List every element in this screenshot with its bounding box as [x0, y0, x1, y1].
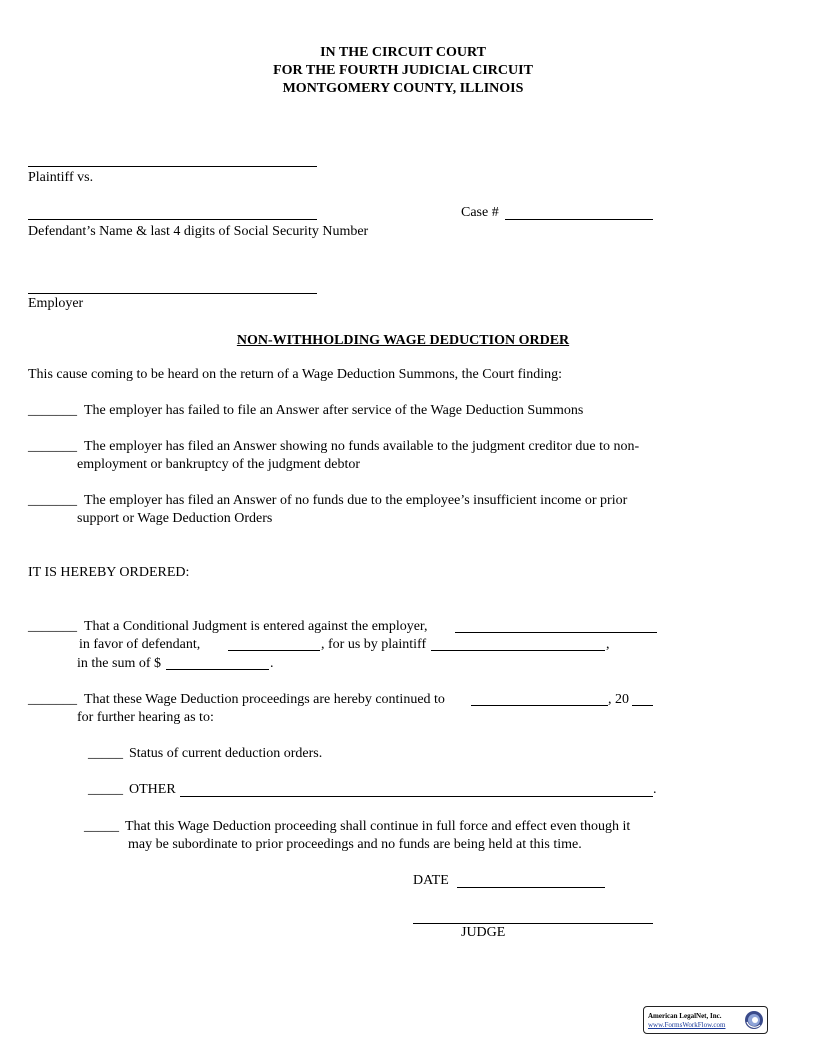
other-line[interactable]: [180, 796, 653, 797]
plaintiff-name-line[interactable]: [431, 650, 605, 651]
defendant-line[interactable]: [28, 219, 317, 220]
order-title: NON-WITHHOLDING WAGE DEDUCTION ORDER: [236, 333, 570, 348]
case-number-line[interactable]: [505, 219, 653, 220]
county-name: MONTGOMERY COUNTY, ILLINOIS: [282, 81, 524, 96]
intro-text: This cause coming to be heard on the return of a Wage Deduction Summons, the Court finding:: [28, 367, 562, 382]
sum-amount-line[interactable]: [166, 669, 269, 670]
defendant-name-line[interactable]: [228, 650, 320, 651]
plaintiff-line[interactable]: [28, 166, 317, 167]
continued-blank[interactable]: _______: [28, 692, 77, 707]
logo-company-name: American LegalNet, Inc.: [648, 1012, 722, 1020]
finding-2-blank[interactable]: _______: [28, 439, 77, 454]
continue-force-text-cont: may be subordinate to prior proceedings and no funds are being held at this time.: [128, 837, 582, 852]
continued-date-line[interactable]: [471, 705, 608, 706]
other-period: .: [653, 782, 657, 797]
judgment-blank[interactable]: _______: [28, 619, 77, 634]
favor-defendant-text: in favor of defendant,: [79, 637, 201, 652]
continue-force-blank[interactable]: _____: [84, 819, 119, 834]
finding-3-blank[interactable]: _______: [28, 493, 77, 508]
status-blank[interactable]: _____: [88, 746, 123, 761]
defendant-label: Defendant’s Name & last 4 digits of Social Security Number: [28, 224, 369, 239]
american-legalnet-logo[interactable]: [643, 1006, 768, 1034]
status-text: Status of current deduction orders.: [129, 746, 323, 761]
date-label: DATE: [413, 873, 449, 888]
judge-label: JUDGE: [461, 925, 506, 940]
ordered-heading: IT IS HEREBY ORDERED:: [28, 565, 190, 580]
comma-text: ,: [606, 637, 610, 652]
case-number-label: Case #: [461, 205, 499, 220]
employer-name-line[interactable]: [455, 632, 657, 633]
other-blank[interactable]: _____: [88, 782, 123, 797]
court-name: IN THE CIRCUIT COURT: [320, 45, 486, 60]
continued-text: That these Wage Deduction proceedings are hereby continued to: [84, 692, 445, 707]
circuit-name: FOR THE FOURTH JUDICIAL CIRCUIT: [273, 63, 533, 78]
judge-signature-line[interactable]: [413, 923, 653, 924]
finding-2-text-cont: employment or bankruptcy of the judgment debtor: [77, 457, 361, 472]
finding-1-blank[interactable]: _______: [28, 403, 77, 418]
sum-text: in the sum of $: [77, 656, 161, 671]
plaintiff-label: Plaintiff vs.: [28, 170, 94, 185]
date-line[interactable]: [457, 887, 605, 888]
further-hearing-text: for further hearing as to:: [77, 710, 214, 725]
year-prefix: , 20: [608, 692, 629, 707]
globe-icon: [744, 1010, 764, 1030]
continue-force-text: That this Wage Deduction proceeding shall continue in full force and effect even though it: [125, 819, 631, 834]
finding-1-text: The employer has failed to file an Answer after service of the Wage Deduction Summons: [84, 403, 584, 418]
finding-3-text-cont: support or Wage Deduction Orders: [77, 511, 273, 526]
judgment-text: That a Conditional Judgment is entered against the employer,: [84, 619, 428, 634]
finding-3-text: The employer has filed an Answer of no funds due to the employee’s insufficient income or prior: [84, 493, 628, 508]
sum-period: .: [270, 656, 274, 671]
finding-2-text: The employer has filed an Answer showing no funds available to the judgment creditor due to non-: [84, 439, 640, 454]
logo-url[interactable]: www.FormsWorkFlow.com: [648, 1021, 726, 1029]
for-us-text: , for us by plaintiff: [321, 637, 427, 652]
employer-label: Employer: [28, 296, 84, 311]
other-label: OTHER: [129, 782, 176, 797]
employer-line[interactable]: [28, 293, 317, 294]
year-line[interactable]: [632, 705, 653, 706]
